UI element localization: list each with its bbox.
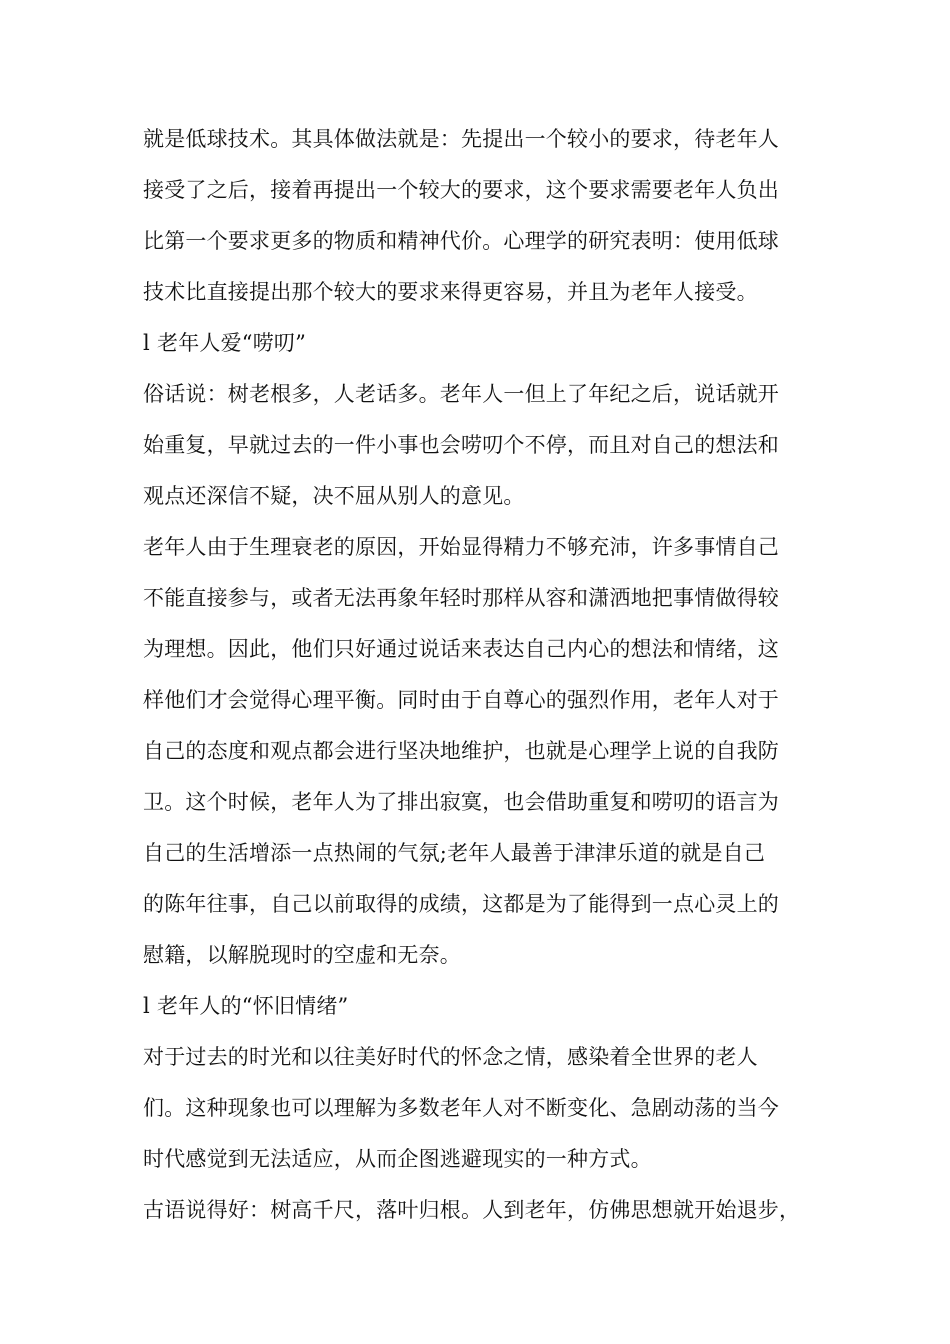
text-line: 比第一个要求更多的物质和精神代价。心理学的研究表明：使用低球 bbox=[143, 229, 779, 253]
section-heading bbox=[143, 318, 809, 369]
text-line: 为理想。因此，他们只好通过说话来表达自己内心的想法和情绪，这 bbox=[143, 637, 779, 661]
text-line: 接受了之后，接着再提出一个较大的要求，这个要求需要老年人负出 bbox=[143, 178, 779, 202]
section-heading bbox=[143, 981, 809, 1032]
text-line: 对于过去的时光和以往美好时代的怀念之情，感染着全世界的老人 bbox=[143, 1045, 758, 1069]
text-line: 们。这种现象也可以理解为多数老年人对不断变化、急剧动荡的当今 bbox=[143, 1096, 779, 1120]
section-heading-text: 老年人爱“唠叨” bbox=[157, 331, 307, 355]
text-line: 老年人由于生理衰老的原因，开始显得精力不够充沛，许多事情自己 bbox=[143, 535, 779, 559]
text-line: 慰籍，以解脱现时的空虚和无奈。 bbox=[143, 943, 461, 967]
text-line: 古语说得好：树高千尺，落叶归根。人到老年，仿佛思想就开始退步， bbox=[143, 1198, 801, 1222]
text-line: 时代感觉到无法适应，从而企图逃避现实的一种方式。 bbox=[143, 1147, 652, 1171]
text-line: 始重复，早就过去的一件小事也会唠叨个不停，而且对自己的想法和 bbox=[143, 433, 779, 457]
document-body bbox=[143, 114, 809, 1236]
text-line: 自己的态度和观点都会进行坚决地维护，也就是心理学上说的自我防 bbox=[143, 739, 779, 763]
text-line: 的陈年往事，自己以前取得的成绩，这都是为了能得到一点心灵上的 bbox=[143, 892, 779, 916]
text-line: 自己的生活增添一点热闹的气氛;老年人最善于津津乐道的就是自己 bbox=[143, 841, 766, 865]
text-line: 卫。这个时候，老年人为了排出寂寞，也会借助重复和唠叨的语言为 bbox=[143, 790, 779, 814]
text-line: 就是低球技术。其具体做法就是：先提出一个较小的要求，待老年人 bbox=[143, 127, 779, 151]
section-heading-text: 老年人的“怀旧情绪” bbox=[157, 994, 349, 1018]
bullet-marker: l bbox=[143, 331, 150, 355]
text-line: 俗话说：树老根多，人老话多。老年人一但上了年纪之后，说话就开 bbox=[143, 382, 779, 406]
text-line: 样他们才会觉得心理平衡。同时由于自尊心的强烈作用，老年人对于 bbox=[143, 688, 779, 712]
text-line: 技术比直接提出那个较大的要求来得更容易，并且为老年人接受。 bbox=[143, 280, 758, 304]
text-line: 观点还深信不疑，决不屈从别人的意见。 bbox=[143, 484, 525, 508]
text-line: 不能直接参与，或者无法再象年轻时那样从容和潇洒地把事情做得较 bbox=[143, 586, 779, 610]
bullet-marker: l bbox=[143, 994, 150, 1018]
